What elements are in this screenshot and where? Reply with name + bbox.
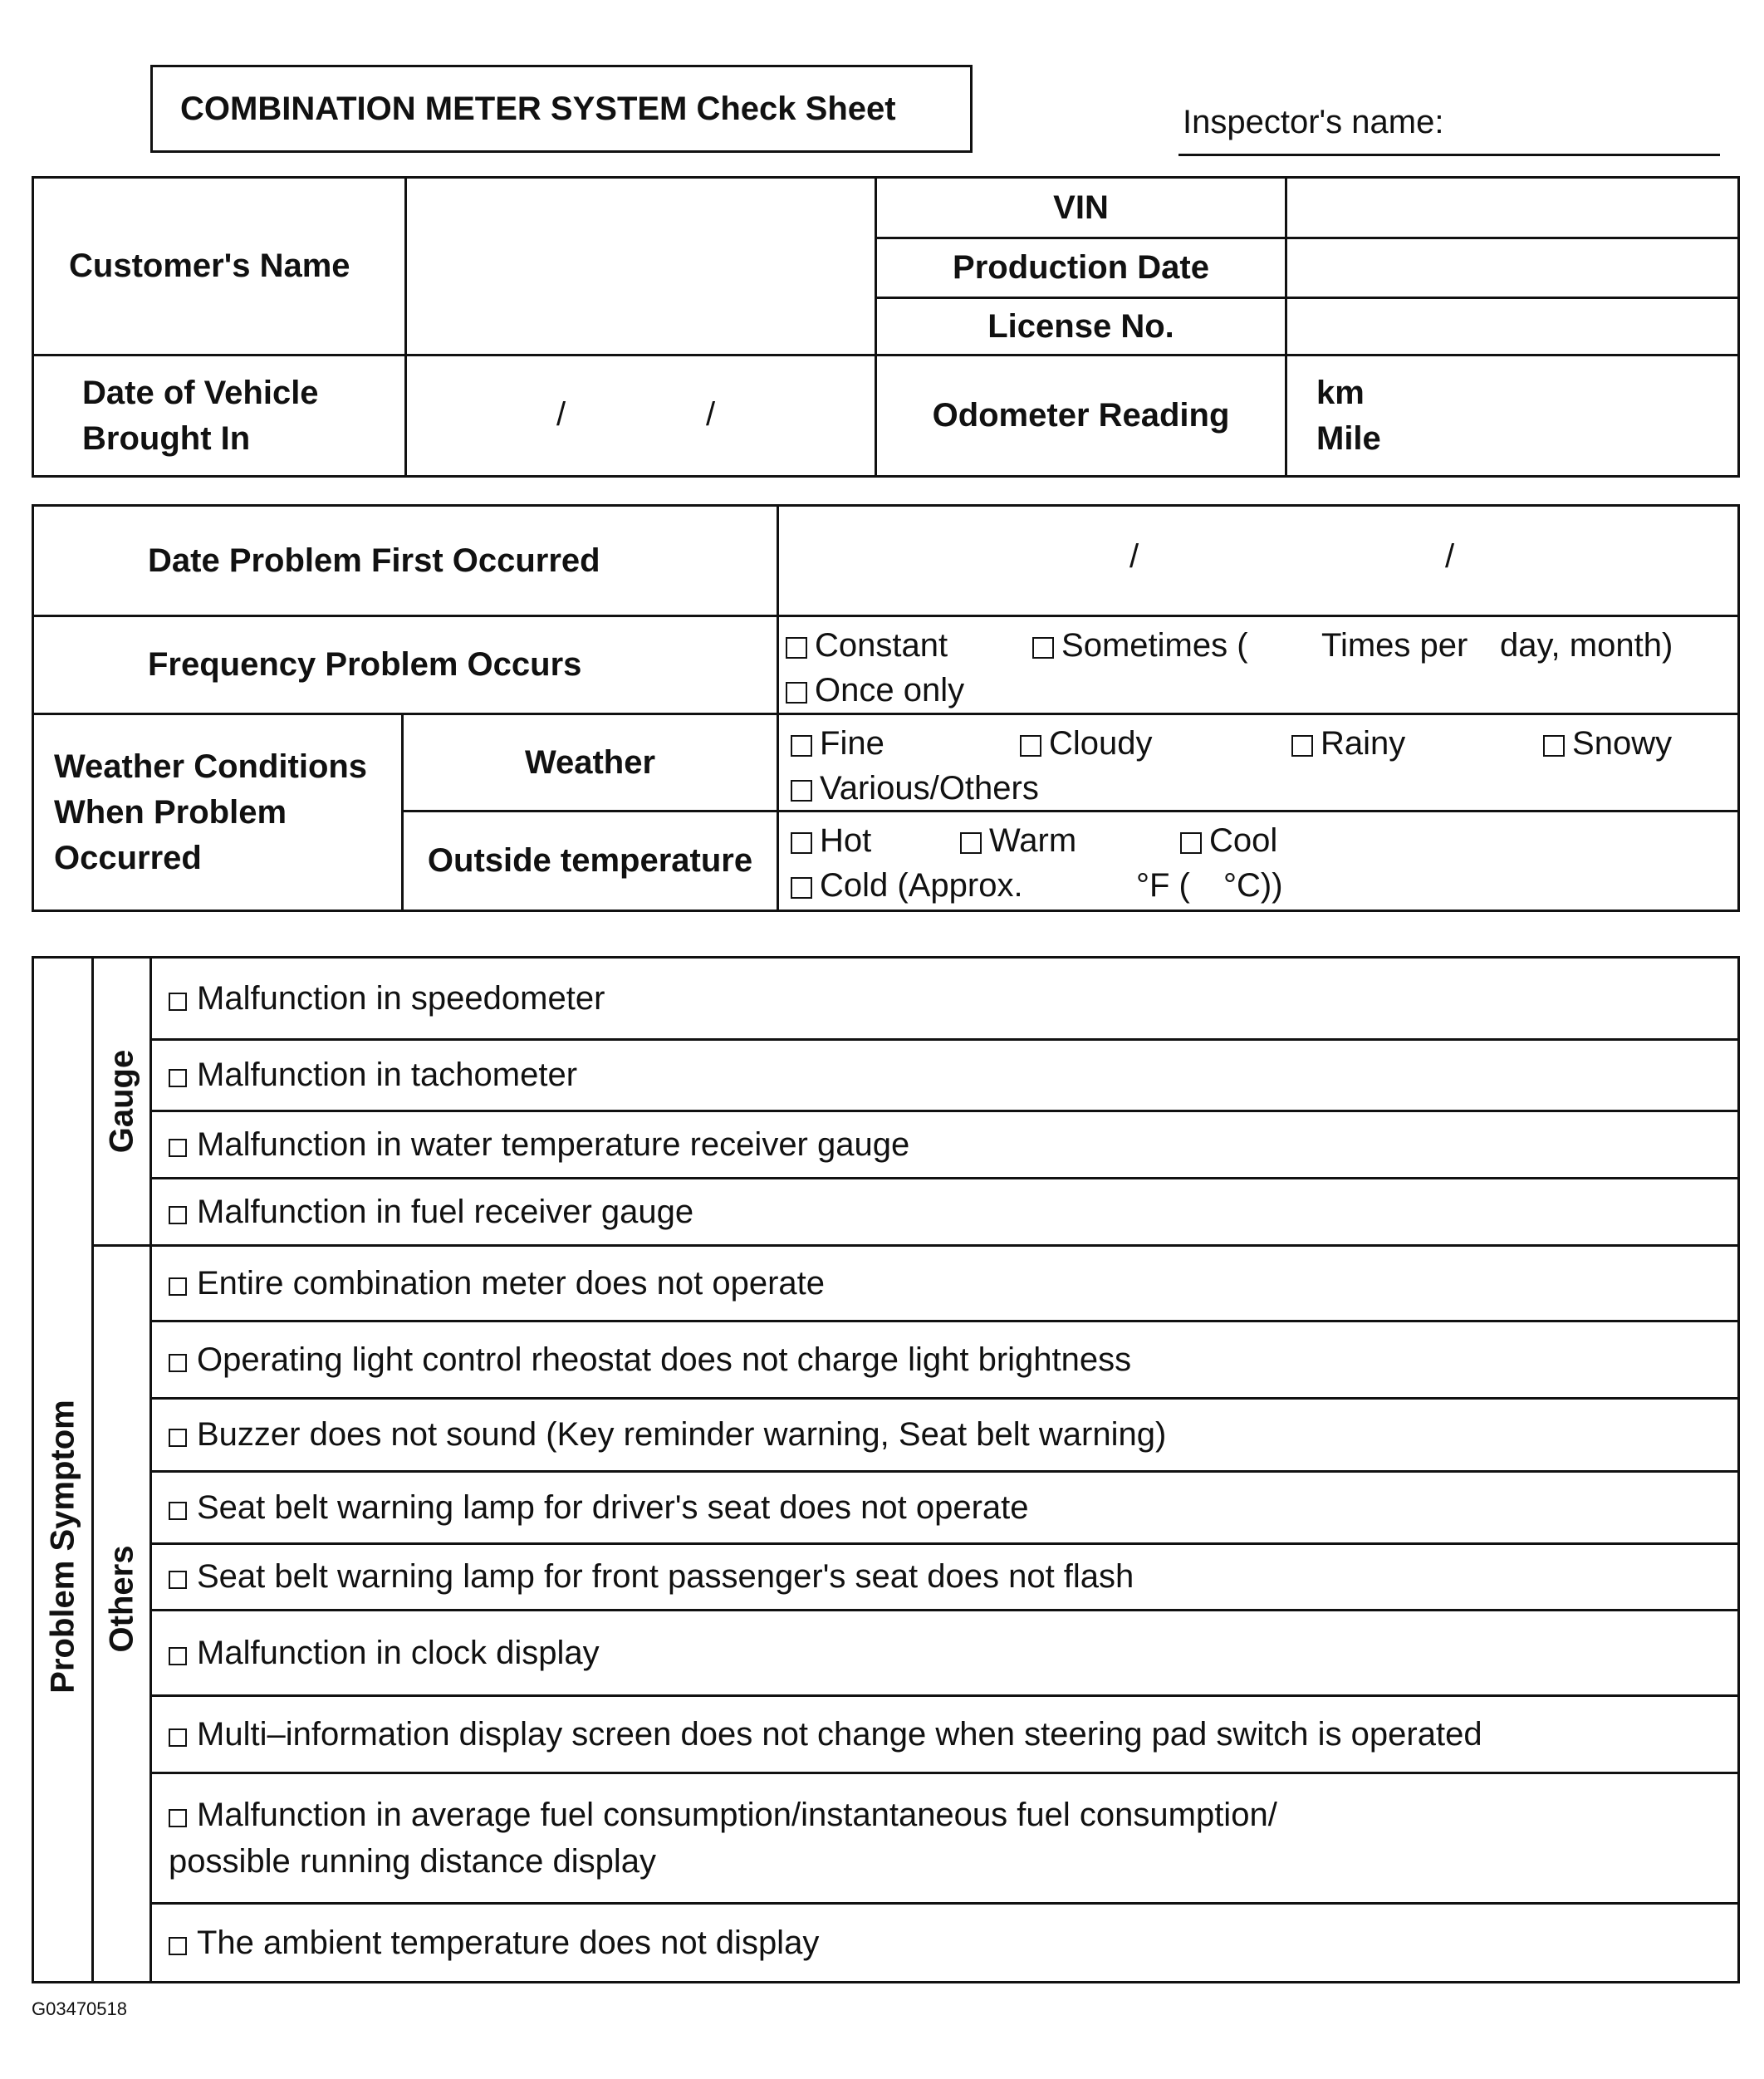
symptom-item[interactable]: Malfunction in tachometer [151,1040,1739,1111]
checkbox[interactable] [791,780,812,802]
option-cold[interactable]: Cold (Approx. [791,867,1023,905]
production-date-label: Production Date [876,238,1286,298]
gauge-section [93,958,151,1246]
checkbox[interactable] [169,1277,187,1296]
checkbox[interactable] [1543,735,1565,757]
checkbox[interactable] [169,1728,187,1747]
symptom-item[interactable]: Entire combination meter does not operate [151,1246,1739,1321]
checkbox[interactable] [169,1069,187,1087]
option-various-others[interactable]: Various/Others [791,770,1039,807]
option-once-only[interactable]: Once only [786,672,964,709]
date-brought-in-field[interactable] [406,355,876,477]
checkbox[interactable] [169,1206,187,1224]
weather-label: Weather [403,714,778,811]
option-fine[interactable]: Fine [791,725,884,762]
checkbox[interactable] [169,1937,187,1955]
frequency-options [778,616,1739,714]
date-slash: / [706,396,716,433]
option-cool[interactable]: Cool [1180,822,1277,860]
temperature-options [778,811,1739,911]
symptom-item[interactable]: Malfunction in clock display [151,1611,1739,1696]
production-date-field[interactable] [1286,238,1739,298]
symptom-item[interactable]: Operating light control rheostat does not charge light brightness [151,1321,1739,1399]
checkbox[interactable] [1020,735,1041,757]
symptom-item[interactable]: Malfunction in average fuel consumption/instantaneous fuel consumption/ possible running distance display [151,1773,1739,1904]
others-label: Others [103,1545,140,1653]
conditions-table [32,504,1740,912]
vehicle-info-table [32,176,1740,478]
first-occurred-field[interactable] [778,506,1739,616]
unit-mile: Mile [1316,419,1381,457]
figure-id: G03470518 [32,1998,127,2019]
checkbox[interactable] [169,1647,187,1665]
unit-km: km [1316,374,1365,411]
symptom-item[interactable]: Malfunction in fuel receiver gauge [151,1179,1739,1246]
date-slash: / [556,396,566,433]
symptom-item[interactable]: Seat belt warning lamp for front passenger's seat does not flash [151,1544,1739,1611]
customer-name-field[interactable] [406,178,876,355]
license-no-field[interactable] [1286,298,1739,355]
checkbox[interactable] [960,832,982,854]
option-cloudy[interactable]: Cloudy [1020,725,1153,762]
checkbox[interactable] [791,735,812,757]
problem-symptom-section [33,958,93,1983]
checkbox[interactable] [169,993,187,1011]
checkbox[interactable] [786,682,807,704]
problem-symptom-table [32,956,1740,1983]
vin-label: VIN [876,178,1286,238]
weather-options [778,714,1739,811]
odometer-field[interactable] [1286,355,1739,477]
date-slash: / [1445,538,1455,575]
checkbox[interactable] [1032,637,1054,659]
checkbox[interactable] [169,1502,187,1520]
inspector-name-label: Inspector's name: [1183,104,1444,140]
checkbox[interactable] [169,1429,187,1447]
checkbox[interactable] [1291,735,1313,757]
symptom-item[interactable]: Buzzer does not sound (Key reminder warning, Seat belt warning) [151,1399,1739,1472]
problem-symptom-label: Problem Symptom [44,1400,81,1694]
checkbox[interactable] [169,1571,187,1589]
checkbox[interactable] [791,832,812,854]
option-hot[interactable]: Hot [791,822,871,860]
date-slash: / [1129,538,1139,575]
symptom-item[interactable]: Seat belt warning lamp for driver's seat does not operate [151,1472,1739,1544]
odometer-label: Odometer Reading [876,355,1286,477]
weather-conditions-label: Weather Conditions When Problem Occurred [33,714,403,911]
option-rainy[interactable]: Rainy [1291,725,1405,762]
symptom-item[interactable]: Multi–information display screen does not change when steering pad switch is operated [151,1696,1739,1773]
symptom-item[interactable]: The ambient temperature does not display [151,1904,1739,1983]
gauge-label: Gauge [103,1049,140,1154]
vin-field[interactable] [1286,178,1739,238]
others-section [93,1246,151,1983]
option-warm[interactable]: Warm [960,822,1076,860]
option-sometimes[interactable]: Sometimes ( [1032,627,1248,664]
checkbox[interactable] [1180,832,1202,854]
license-no-label: License No. [876,298,1286,355]
outside-temperature-label: Outside temperature [403,811,778,911]
frequency-label: Frequency Problem Occurs [33,616,778,714]
day-month-label: day, month) [1500,627,1673,664]
option-constant[interactable]: Constant [786,627,948,664]
checkbox[interactable] [169,1139,187,1157]
times-per-label: Times per [1321,627,1468,664]
first-occurred-label: Date Problem First Occurred [33,506,778,616]
inspector-name-line[interactable] [1178,154,1720,156]
date-brought-in-label: Date of Vehicle Brought In [33,355,406,477]
celsius-label: °C)) [1223,867,1283,904]
symptom-item[interactable]: Malfunction in speedometer [151,958,1739,1040]
checkbox[interactable] [791,877,812,899]
fahrenheit-label: °F ( [1136,867,1190,904]
checkbox[interactable] [169,1354,187,1372]
symptom-item[interactable]: Malfunction in water temperature receiver gauge [151,1111,1739,1179]
checkbox[interactable] [169,1809,187,1827]
check-sheet-title: COMBINATION METER SYSTEM Check Sheet [150,65,973,153]
customer-name-label: Customer's Name [33,178,406,355]
option-snowy[interactable]: Snowy [1543,725,1672,762]
checkbox[interactable] [786,637,807,659]
